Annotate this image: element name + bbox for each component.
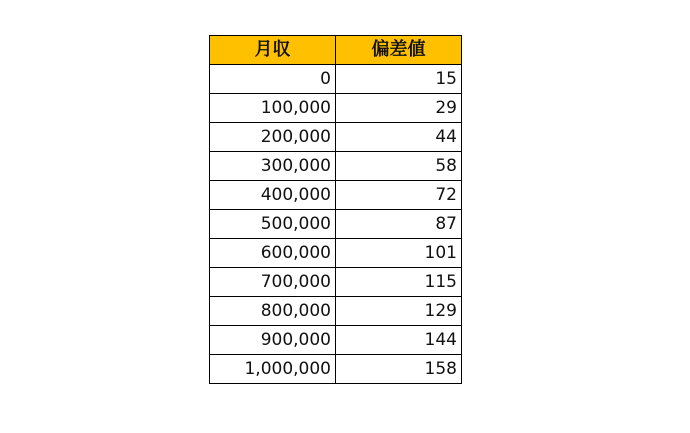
deviation-cell: 29 [336, 94, 462, 123]
deviation-cell: 87 [336, 210, 462, 239]
table-row [210, 123, 462, 152]
header-deviation-value: 偏差値 [336, 36, 462, 65]
income-cell: 400,000 [210, 181, 336, 210]
income-cell: 200,000 [210, 123, 336, 152]
table-row [210, 355, 462, 384]
deviation-cell: 15 [336, 65, 462, 94]
income-cell: 300,000 [210, 152, 336, 181]
income-cell: 1,000,000 [210, 355, 336, 384]
income-deviation-table [209, 35, 462, 384]
deviation-cell: 72 [336, 181, 462, 210]
table-row [210, 268, 462, 297]
income-cell: 500,000 [210, 210, 336, 239]
income-cell: 100,000 [210, 94, 336, 123]
deviation-cell: 129 [336, 297, 462, 326]
table-row [210, 152, 462, 181]
header-monthly-income: 月収 [210, 36, 336, 65]
deviation-cell: 58 [336, 152, 462, 181]
table-row [210, 94, 462, 123]
table-row [210, 65, 462, 94]
deviation-cell: 144 [336, 326, 462, 355]
header-row [210, 36, 462, 65]
income-cell: 600,000 [210, 239, 336, 268]
income-cell: 0 [210, 65, 336, 94]
table-row [210, 210, 462, 239]
deviation-cell: 115 [336, 268, 462, 297]
deviation-cell: 158 [336, 355, 462, 384]
deviation-cell: 101 [336, 239, 462, 268]
table-row [210, 181, 462, 210]
income-cell: 800,000 [210, 297, 336, 326]
income-cell: 900,000 [210, 326, 336, 355]
table-row [210, 239, 462, 268]
deviation-cell: 44 [336, 123, 462, 152]
table-row [210, 297, 462, 326]
table-row [210, 326, 462, 355]
income-cell: 700,000 [210, 268, 336, 297]
